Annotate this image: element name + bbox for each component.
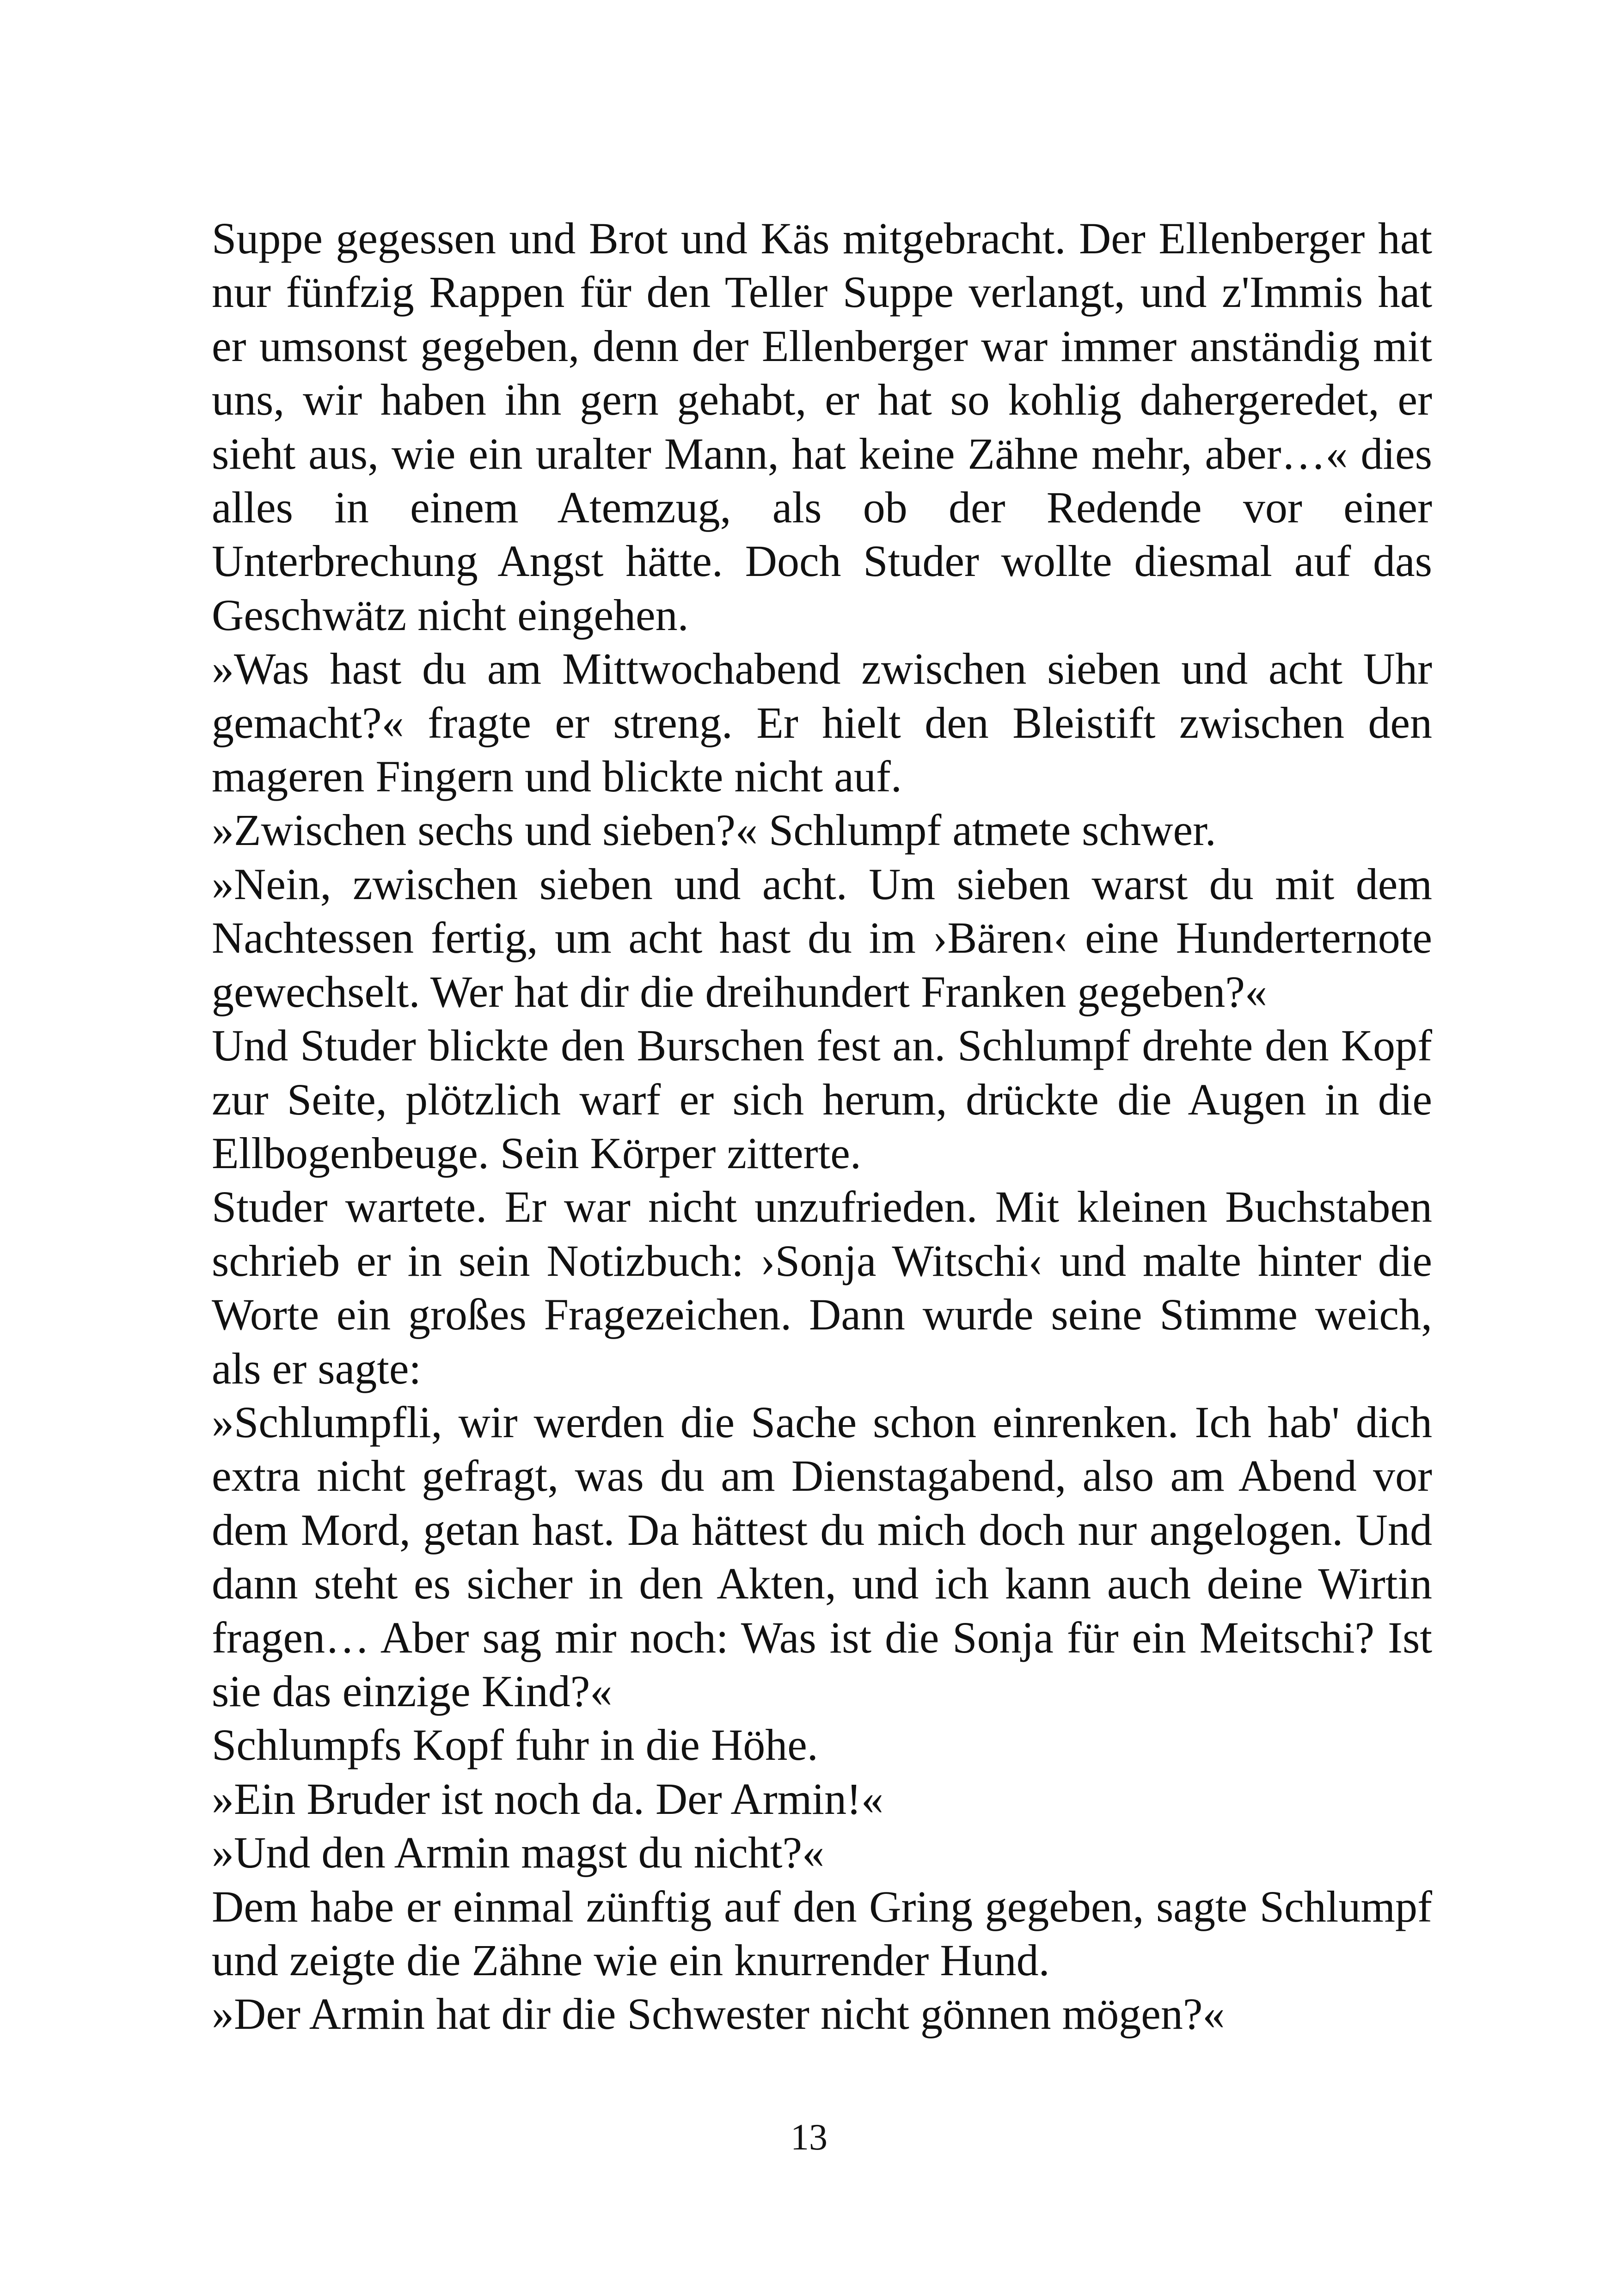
paragraph: »Schlumpfli, wir werden die Sache schon einrenken. Ich hab' dich extra nicht gefragt, was du am Dienstagabend, also am Abend vor dem Mord, getan hast. Da hättest du mich doch nur angelogen. Und dann steht es sicher in den Akten, und ich kann auch deine Wirtin fragen… Aber sag mir noch: Was ist die Sonja für ein Meitschi? Ist sie das einzige Kind?« xyxy=(212,1397,1432,1716)
paragraph: Und Studer blickte den Burschen fest an. Schlumpf drehte den Kopf zur Seite, plötzlich warf er sich herum, drückte die Augen in die Ellbogenbeuge. Sein Körper zitterte. xyxy=(212,1021,1432,1178)
paragraph: »Und den Armin magst du nicht?« xyxy=(212,1828,825,1878)
paragraph: »Nein, zwischen sieben und acht. Um sieben warst du mit dem Nachtessen fertig, um acht hast du im ›Bären‹ eine Hunderternote gewechselt. Wer hat dir die dreihundert Franken gegeben?« xyxy=(212,859,1432,1016)
paragraph: Studer wartete. Er war nicht unzufrieden. Mit kleinen Buchstaben schrieb er in sein Notizbuch: ›Sonja Witschi‹ und malte hinter die Worte ein großes Fragezeichen. Dann wurde seine Stimme weich, als er sagte: xyxy=(212,1182,1432,1393)
paragraph: »Ein Bruder ist noch da. Der Armin!« xyxy=(212,1774,884,1824)
paragraph: »Zwischen sechs und sieben?« Schlumpf atmete schwer. xyxy=(212,805,1216,855)
paragraph: »Was hast du am Mittwochabend zwischen sieben und acht Uhr gemacht?« fragte er streng. Er hielt den Bleistift zwischen den mageren Fingern und blickte nicht auf. xyxy=(212,644,1432,802)
paragraph: Schlumpfs Kopf fuhr in die Höhe. xyxy=(212,1720,818,1770)
paragraph: »Der Armin hat dir die Schwester nicht gönnen mögen?« xyxy=(212,1989,1225,2039)
page-number: 13 xyxy=(791,2117,827,2158)
body-text xyxy=(212,212,1432,2041)
paragraph: Suppe gegessen und Brot und Käs mitgebracht. Der Ellenberger hat nur fünfzig Rappen für den Teller Suppe verlangt, und z'Immis hat er umsonst gegeben, denn der Ellenberger war immer anständig mit uns, wir haben ihn gern gehabt, er hat so kohlig dahergeredet, er sieht aus, wie ein uralter Mann, hat keine Zähne mehr, aber…« dies alles in einem Atemzug, als ob der Redende vor einer Unterbrechung Angst hätte. Doch Studer wollte diesmal auf das Geschwätz nicht eingehen. xyxy=(212,214,1432,640)
paragraph: Dem habe er einmal zünftig auf den Gring gegeben, sagte Schlumpf und zeigte die Zähne wie ein knurrender Hund. xyxy=(212,1881,1432,1985)
